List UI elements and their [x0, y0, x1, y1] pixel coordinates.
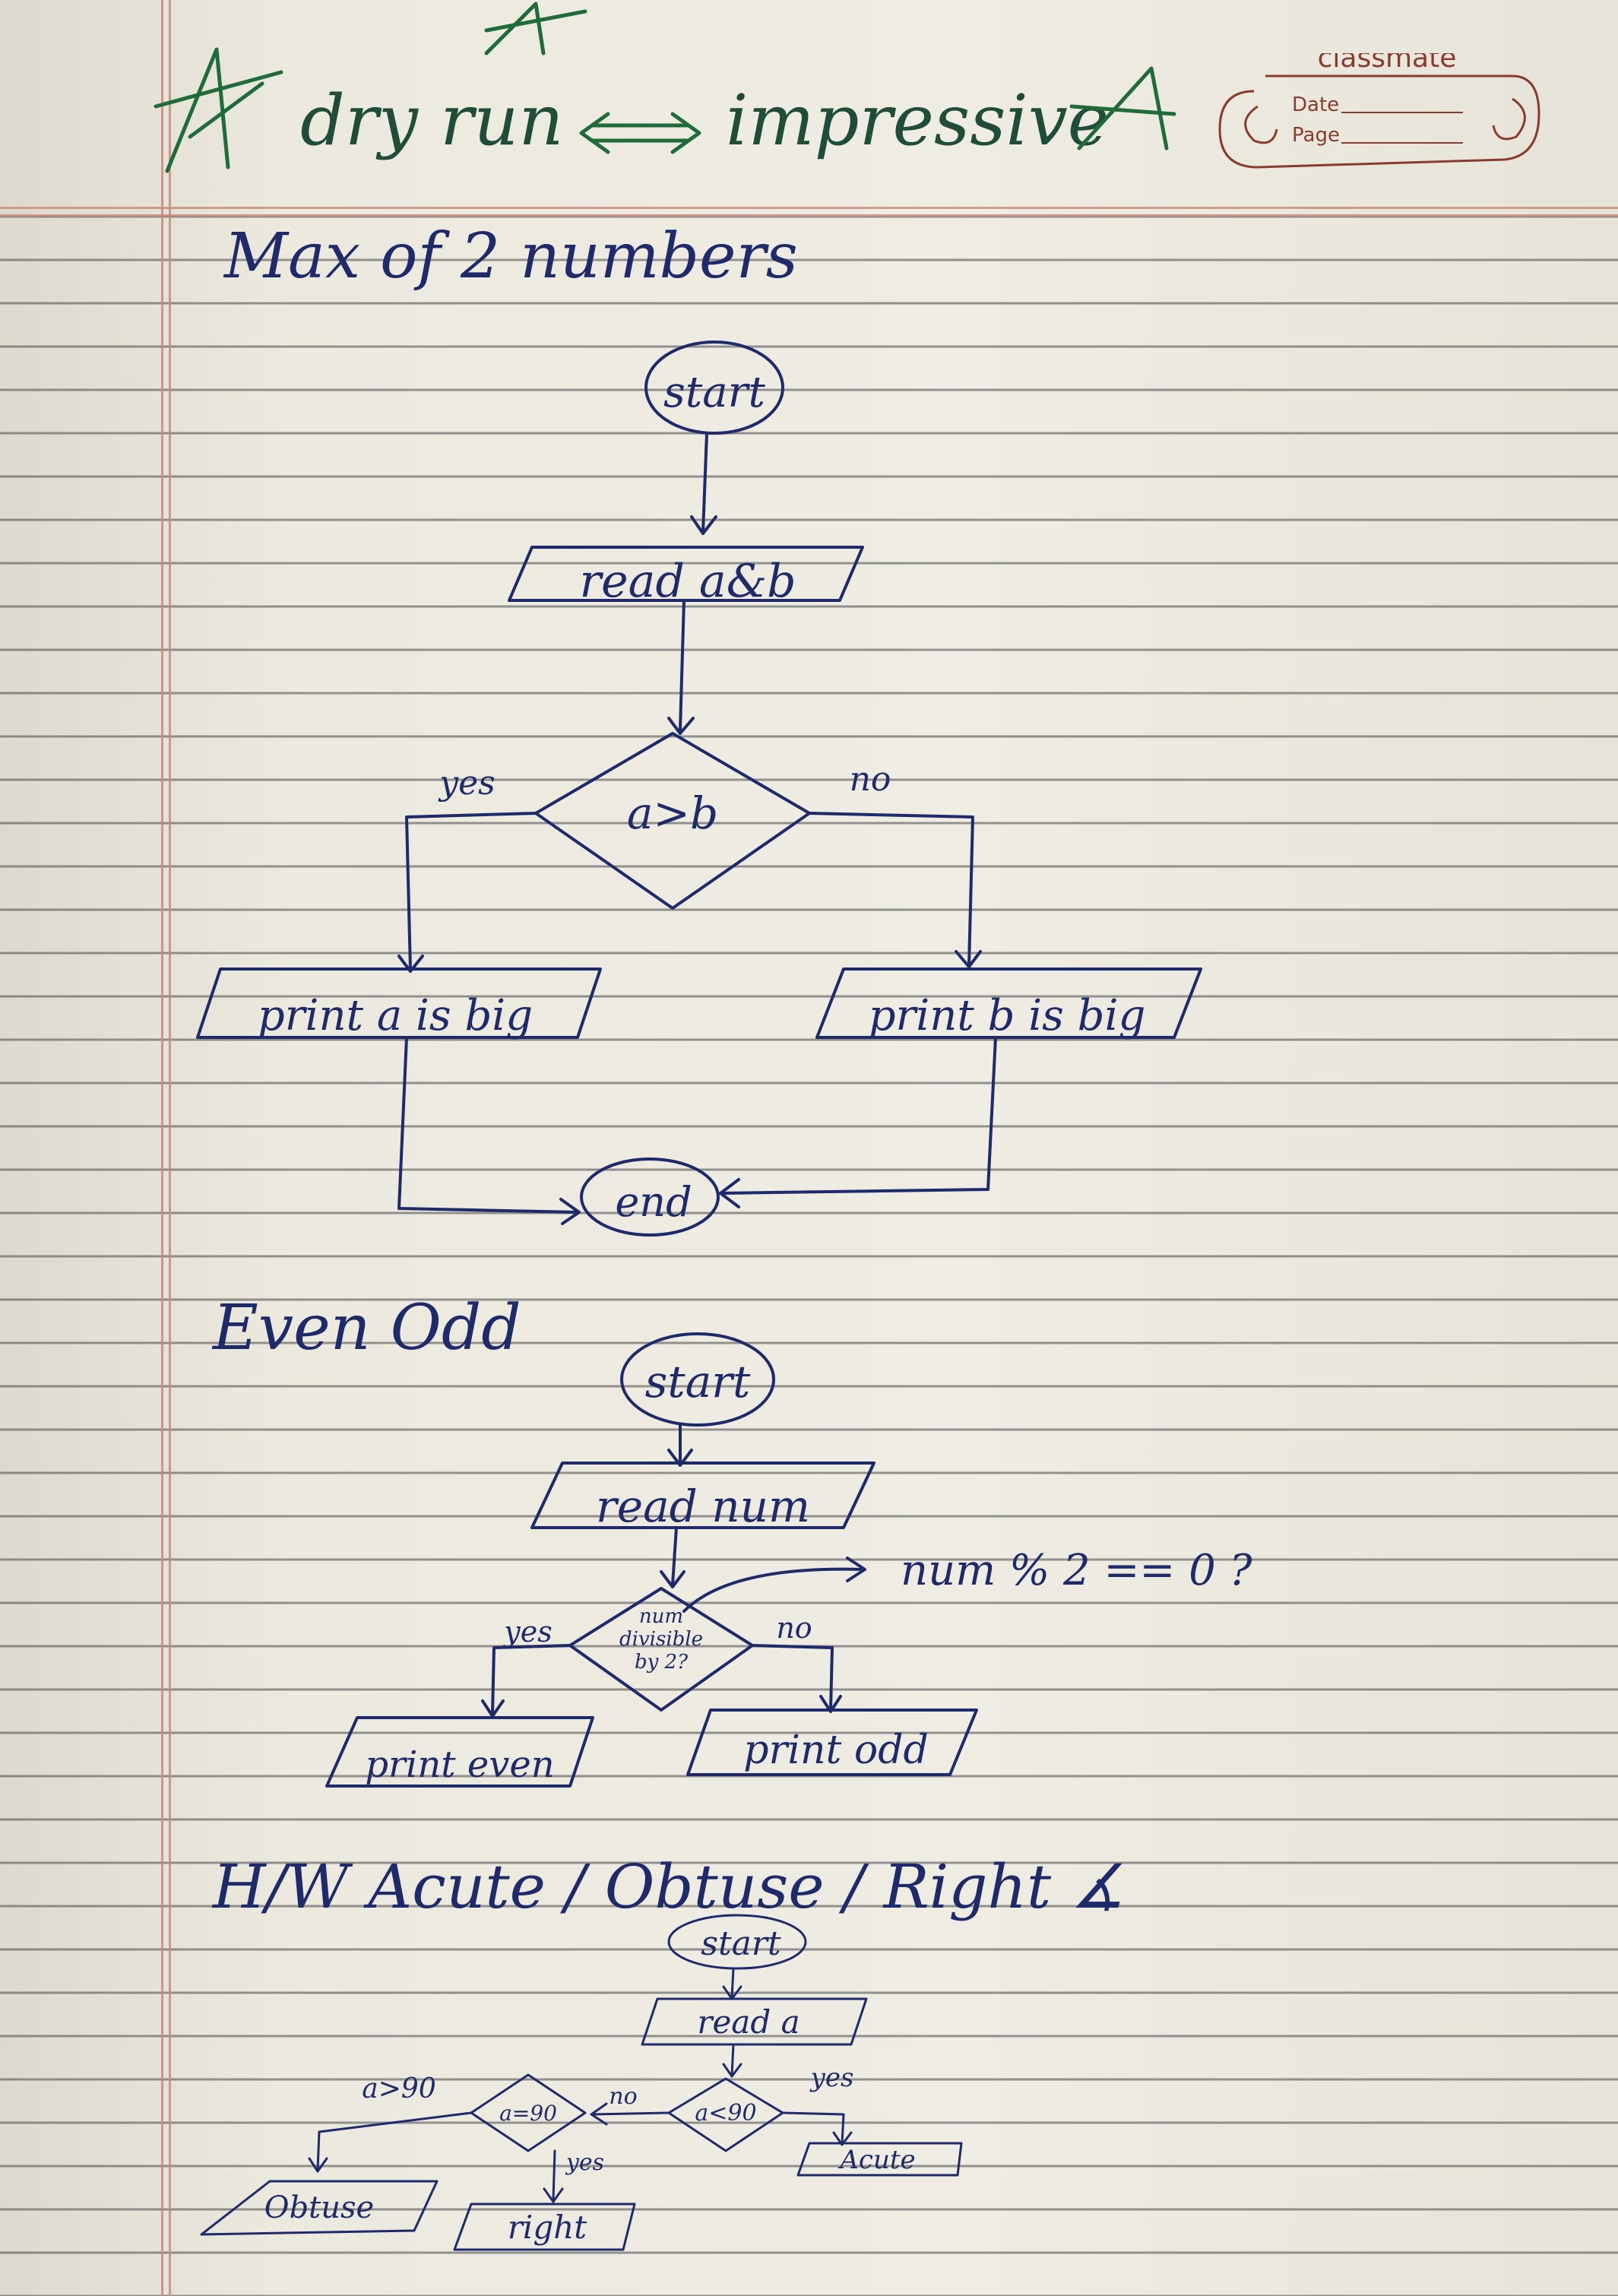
flow1-output-yes-label: print a is big — [257, 991, 534, 1040]
flow1-input-label: read a&b — [579, 555, 796, 608]
flow1-decision-label: a>b — [626, 787, 719, 839]
flow2-output-even-label: print even — [365, 1743, 555, 1786]
flow1-yes-label: yes — [439, 764, 496, 803]
star-doodle-icon — [156, 49, 281, 171]
star-doodle-small-icon — [486, 4, 585, 53]
flow-angle-type — [201, 1851, 1125, 2250]
header — [156, 4, 1174, 171]
flow3-gt90-label: a>90 — [362, 2073, 436, 2104]
flow2-output-odd-label: print odd — [743, 1728, 929, 1773]
flow2-decision-line2: divisible — [619, 1628, 703, 1651]
flow2-note: num % 2 == 0 ? — [901, 1546, 1252, 1595]
date-label: Date — [1292, 93, 1340, 116]
flow3-output-right-label: right — [507, 2209, 587, 2246]
join-line-right — [720, 1037, 996, 1207]
no-branch-line — [809, 813, 980, 967]
flow1-no-label: no — [849, 760, 891, 799]
no-branch-line — [752, 1645, 841, 1712]
flow3-heading: H/W Acute / Obtuse / Right ∡ — [213, 1851, 1126, 1922]
arrow — [692, 433, 716, 534]
flow3-output-acute-label: Acute — [840, 2145, 916, 2175]
flow1-end-label: end — [615, 1178, 692, 1226]
flow2-decision-line3: by 2? — [634, 1651, 689, 1674]
flow-even-odd — [211, 1292, 1253, 1786]
flow2-yes-label: yes — [504, 1615, 553, 1648]
flow2-input-label: read num — [596, 1481, 810, 1532]
classmate-brand-stamp — [1212, 53, 1547, 182]
flow3-output-obtuse-label: Obtuse — [264, 2190, 375, 2225]
yes-branch-line — [399, 813, 536, 971]
arrow — [661, 1528, 684, 1587]
flow-max-of-two — [198, 220, 1201, 1235]
flow2-decision-line1: num — [638, 1605, 684, 1628]
flow3-start-label: start — [701, 1924, 781, 1963]
flow1-heading: Max of 2 numbers — [224, 220, 798, 293]
flow1-output-no-label: print b is big — [868, 991, 1146, 1040]
brand-name: classmate — [1317, 53, 1457, 74]
flow1-start-label: start — [663, 368, 765, 417]
gt90-branch-line — [309, 2113, 471, 2171]
flow3-input-label: read a — [697, 2003, 800, 2041]
flow2-heading: Even Odd — [213, 1292, 521, 1364]
yes-branch-line — [783, 2113, 851, 2145]
arrow — [669, 1425, 692, 1465]
arrow — [724, 2044, 741, 2076]
note-arrow — [684, 1558, 865, 1611]
arrow — [669, 600, 693, 733]
flow3-no-label: no — [609, 2083, 638, 2110]
eq90-branch-line — [544, 2151, 562, 2202]
double-arrow-icon — [581, 114, 699, 152]
title-dry-run: dry run — [300, 80, 564, 161]
flow2-start-label: start — [644, 1356, 751, 1408]
flow2-no-label: no — [776, 1611, 812, 1645]
flow3-decision1-label: a<90 — [695, 2100, 757, 2127]
flow3-yes-label: yes — [810, 2063, 854, 2093]
flow3-decision2-label: a=90 — [499, 2101, 557, 2126]
title-impressive: impressive — [726, 80, 1110, 161]
join-line-left — [399, 1037, 579, 1224]
brand-scroll-icon — [1212, 53, 1547, 182]
page-label: Page — [1292, 124, 1340, 147]
flow3-yes2-label: yes — [565, 2149, 605, 2176]
arrow — [724, 1968, 741, 1999]
yes-branch-line — [483, 1645, 570, 1716]
